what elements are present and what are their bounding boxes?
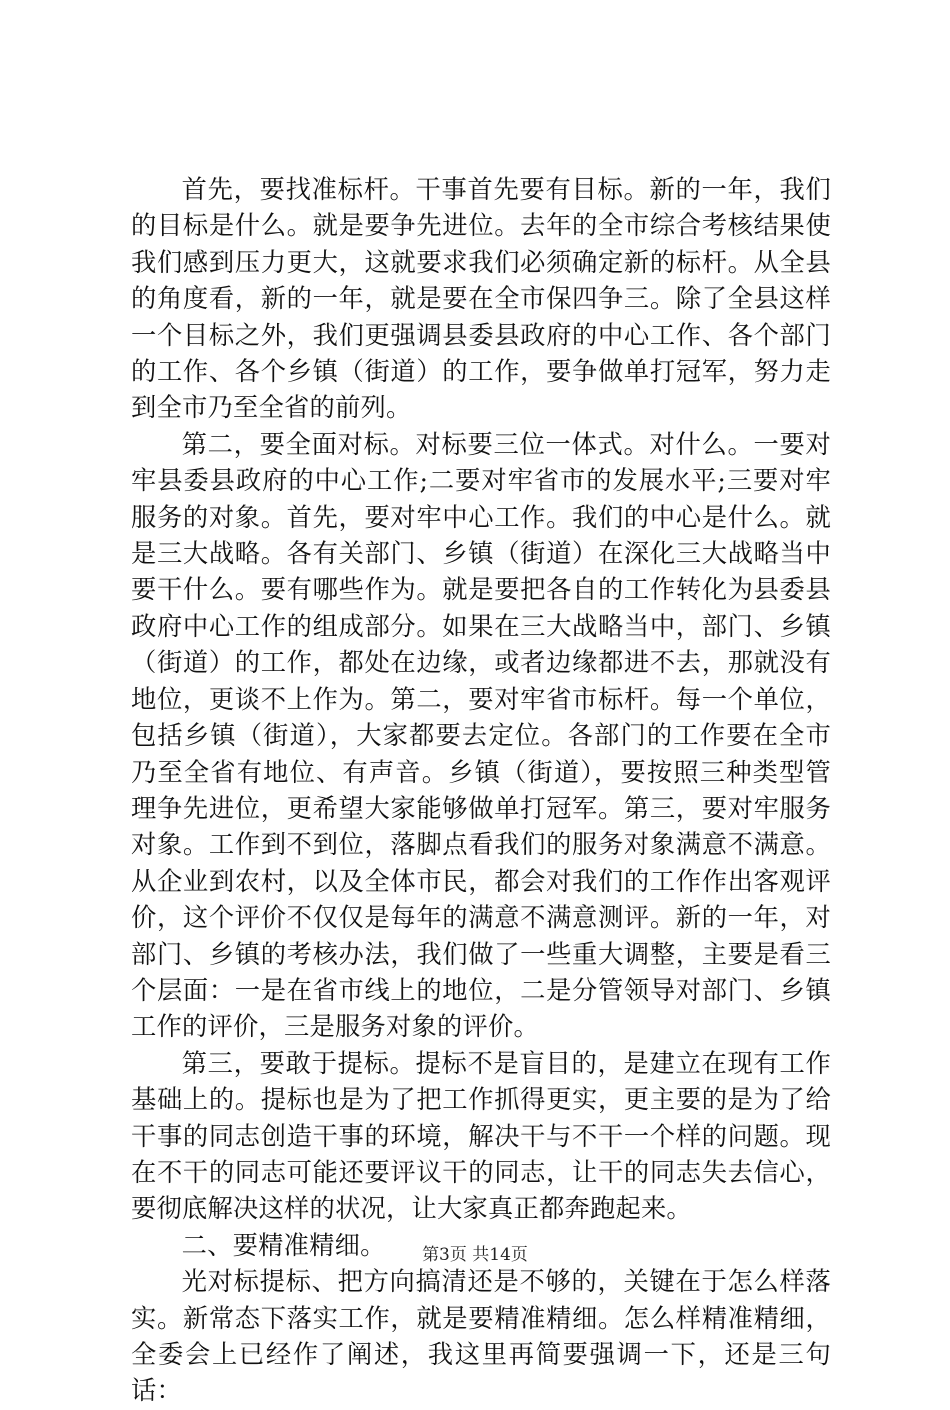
paragraph-precision-intro: 光对标提标、把方向搞清还是不够的，关键在于怎么样落实。新常态下落实工作，就是要精准精细。怎么样精准精细，全委会上已经作了阐述，我这里再简要强调一下，还是三句话： [131,1267,831,1406]
page-number-footer: 第3页 共14页 [422,1245,528,1265]
document-body [131,172,831,1410]
paragraph-full-benchmarking: 第二，要全面对标。对标要三位一体式。对什么。一要对牢县委县政府的中心工作;二要对牢省市的发展水平;三要对牢服务的对象。首先，要对牢中心工作。我们的中心是什么。就是三大战略。各有关部门、乡镇（街道）在深化三大战略当中要干什么。要有哪些作为。就是要把各自的工作转化为县委县政府中心工作的组成部分。如果在三大战略当中，部门、乡镇（街道）的工作，都处在边缘，或者边缘都进不去，那就没有地位，更谈不上作为。第二，要对牢省市标杆。每一个单位，包括乡镇（街道），大家都要去定位。各部门的工作要在全市乃至全省有地位、有声音。乡镇（街道），要按照三种类型管理争先进位，更希望大家能够做单打冠军。第三，要对牢服务对象。工作到不到位，落脚点看我们的服务对象满意不满意。从企业到农村，以及全体市民，都会对我们的工作作出客观评价，这个评价不仅仅是每年的满意不满意测评。新的一年，对部门、乡镇的考核办法，我们做了一些重大调整，主要是看三个层面：一是在省市线上的地位，二是分管领导对部门、乡镇工作的评价，三是服务对象的评价。 [131,429,831,1042]
section-heading-precision: 二、要精准精细。 [181,1230,386,1260]
paragraph-find-benchmark: 首先，要找准标杆。干事首先要有目标。新的一年，我们的目标是什么。就是要争先进位。去年的全市综合考核结果使我们感到压力更大，这就要求我们必须确定新的标杆。从全县的角度看，新的一年，就是要在全市保四争三。除了全县这样一个目标之外，我们更强调县委县政府的中心工作、各个部门的工作、各个乡镇（街道）的工作，要争做单打冠军，努力走到全市乃至全省的前列。 [131,175,831,423]
paragraph-raise-standard: 第三，要敢于提标。提标不是盲目的，是建立在现有工作基础上的。提标也是为了把工作抓得更实，更主要的是为了给干事的同志创造干事的环境，解决干与不干一个样的问题。现在不干的同志可能还要评议干的同志，让干的同志失去信心，要彻底解决这样的状况，让大家真正都奔跑起来。 [131,1048,831,1224]
